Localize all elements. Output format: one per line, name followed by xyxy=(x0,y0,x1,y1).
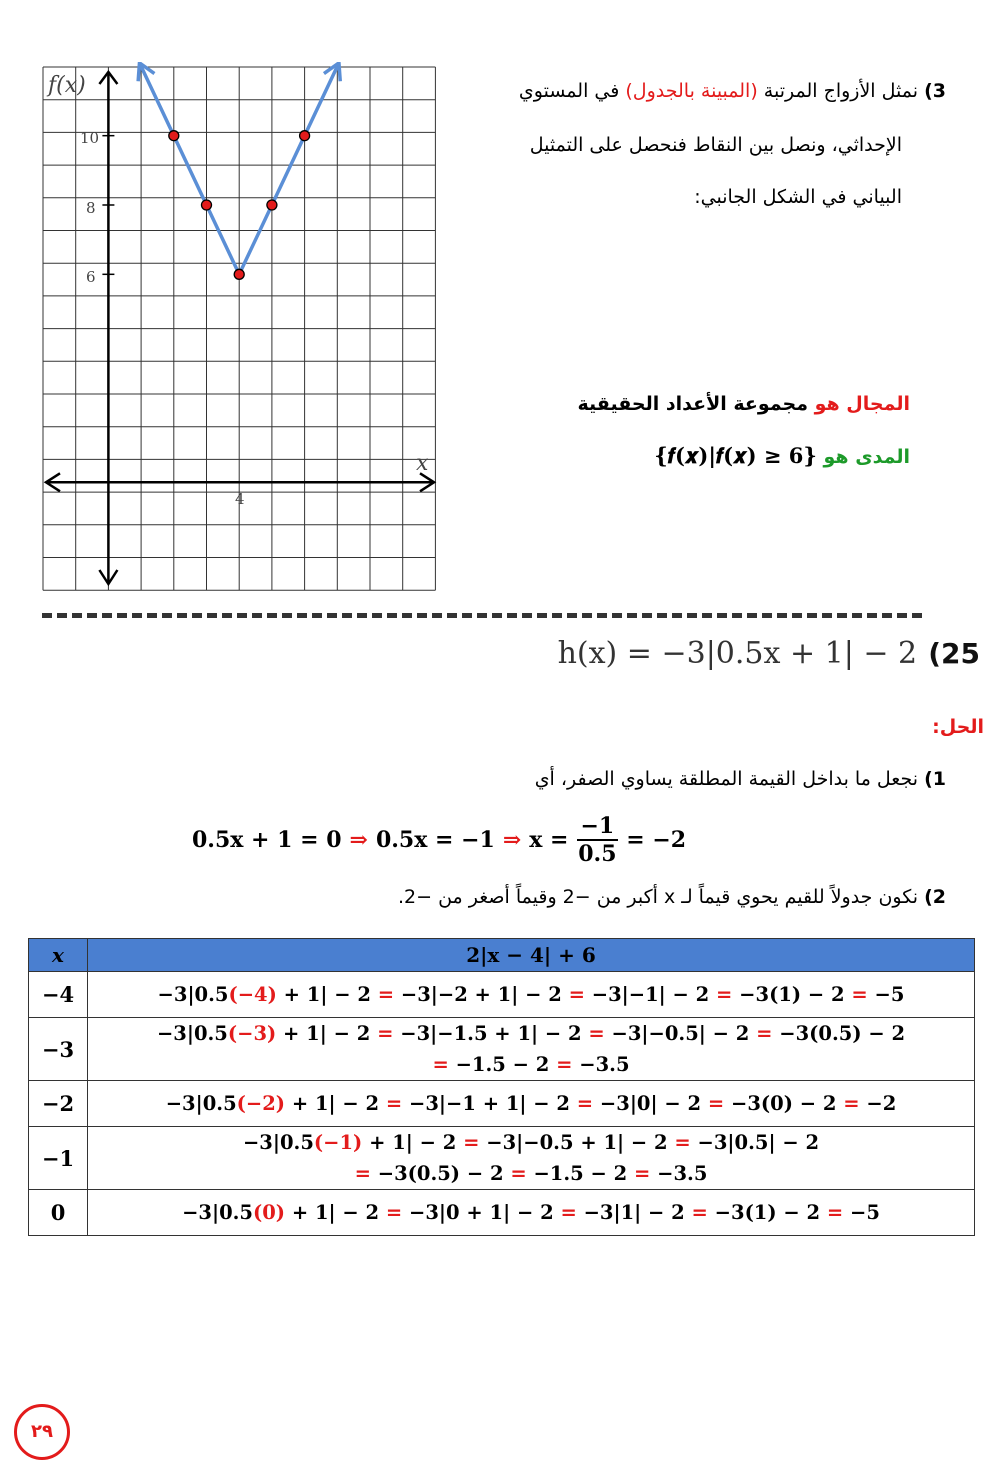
expression-red-part: (−2) xyxy=(236,1092,286,1115)
expression-red-part: = xyxy=(756,1022,773,1045)
expression-part: −3|−2 + 1| − 2 xyxy=(394,983,569,1006)
step2-number: 2) xyxy=(924,886,946,908)
graph-point xyxy=(267,200,277,210)
table-cell-x: −2 xyxy=(29,1081,88,1127)
expression-red-part: = xyxy=(377,1022,394,1045)
graph-grid xyxy=(43,67,435,590)
expression-red-part: (−3) xyxy=(227,1022,277,1045)
expression-red-part: = xyxy=(588,1022,605,1045)
expression-line xyxy=(88,1088,974,1119)
step3-number: 3) xyxy=(924,80,946,102)
expression-part: −3|0.5 xyxy=(156,1022,228,1045)
page-number-badge: ٢٩ xyxy=(14,1404,70,1460)
expression-red-part: (0) xyxy=(253,1201,286,1224)
expression-part: −3|−0.5 + 1| − 2 xyxy=(479,1131,675,1154)
expression-part: −3|0.5 xyxy=(165,1092,237,1115)
expression-part: −3|−1 + 1| − 2 xyxy=(402,1092,577,1115)
graph-point xyxy=(300,131,310,141)
expression-part: −3|0 + 1| − 2 xyxy=(402,1201,561,1224)
expression-red-part: = xyxy=(463,1131,480,1154)
problem-25-equation: h(x) = −3|0.5x + 1| − 2 xyxy=(557,636,918,671)
graph-point xyxy=(169,131,179,141)
expression-part: −3|0| − 2 xyxy=(593,1092,708,1115)
expression-part: −3(1) − 2 xyxy=(707,1201,827,1224)
expression-red-part: = xyxy=(707,1092,725,1115)
expression-part: −5 xyxy=(843,1201,880,1224)
dashed-separator xyxy=(42,613,922,618)
expression-red-part: = xyxy=(674,1131,691,1154)
fraction-denominator: 0.5 xyxy=(578,841,617,867)
table-cell-expression xyxy=(88,1190,975,1236)
expression-part: −1.5 − 2 xyxy=(526,1162,634,1185)
expression-red-part: = xyxy=(510,1162,527,1185)
table-cell-expression xyxy=(88,1018,975,1081)
expression-part: −3.5 xyxy=(572,1053,630,1076)
expression-part: −3(0.5) − 2 xyxy=(772,1022,906,1045)
expression-part: −3|−0.5| − 2 xyxy=(604,1022,757,1045)
expression-red-part: = xyxy=(576,1092,594,1115)
table-cell-x: 0 xyxy=(29,1190,88,1236)
solution-title: الحل: xyxy=(932,716,984,738)
problem-25-number: (25 xyxy=(928,637,980,670)
expression-red-part: = xyxy=(691,1201,708,1224)
expression-line xyxy=(88,979,974,1010)
range-value: {𝒇(𝒙)|𝒇(𝒙) ≥ 𝟔} xyxy=(654,443,817,468)
expression-part: −1.5 − 2 xyxy=(448,1053,557,1076)
expression-part: −3|−1| − 2 xyxy=(584,983,717,1006)
expression-red-part: = xyxy=(843,1092,860,1115)
expression-part: −3(1) − 2 xyxy=(732,983,852,1006)
expression-line xyxy=(88,1018,974,1049)
expression-line xyxy=(88,1049,974,1080)
table-row xyxy=(29,972,975,1018)
expression-red-part: = xyxy=(385,1092,403,1115)
y-tick-8: 8 xyxy=(86,199,96,217)
expression-red-part: (−1) xyxy=(313,1131,363,1154)
expression-part: −3|0.5| − 2 xyxy=(690,1131,820,1154)
y-tick-10: 10 xyxy=(80,129,100,147)
x-axis-label: x xyxy=(416,451,429,476)
expression-part: −5 xyxy=(867,983,905,1006)
expression-red-part: = xyxy=(851,983,868,1006)
domain-value: مجموعة الأعداد الحقيقية xyxy=(577,393,808,415)
problem-25-heading xyxy=(558,636,980,671)
expression-part: −3|0.5 xyxy=(157,983,229,1006)
expression-part: −2 xyxy=(859,1092,897,1115)
table-row xyxy=(29,1190,975,1236)
step3-line3: البياني في الشكل الجانبي: xyxy=(694,186,902,208)
table-header-row xyxy=(29,939,975,972)
step2-line: 2) نكون جدولاً للقيم يحوي قيماً لـ x أكبر من −2 وقيماً أصغر من −2. xyxy=(397,886,946,908)
expression-red-part: = xyxy=(556,1053,573,1076)
expression-part: + 1| − 2 xyxy=(362,1131,464,1154)
expression-part: −3|0.5 xyxy=(182,1201,253,1224)
step1-line: 1) نجعل ما بداخل القيمة المطلقة يساوي الصفر، أي xyxy=(534,768,946,790)
table-cell-expression xyxy=(88,972,975,1018)
fraction xyxy=(577,813,619,867)
expression-part: −3|0.5 xyxy=(242,1131,314,1154)
expression-part: + 1| − 2 xyxy=(276,1022,378,1045)
domain-statement xyxy=(578,393,910,415)
table-row xyxy=(29,1127,975,1190)
expression-red-part: = xyxy=(354,1162,371,1185)
y-axis-label: f(x) xyxy=(48,73,86,98)
table-row xyxy=(29,1018,975,1081)
expression-red-part: = xyxy=(377,983,395,1006)
expression-red-part: = xyxy=(568,983,585,1006)
expression-red-part: = xyxy=(716,983,733,1006)
expression-part: + 1| − 2 xyxy=(285,1092,386,1115)
expression-red-part: = xyxy=(633,1162,651,1185)
expression-line xyxy=(88,1127,974,1158)
domain-label: المجال هو xyxy=(814,393,910,415)
header-expression: 2|x − 4| + 6 xyxy=(88,939,975,972)
expression-part: −3.5 xyxy=(650,1162,708,1185)
range-statement xyxy=(654,443,910,469)
expression-part: −3(0) − 2 xyxy=(724,1092,844,1115)
table-cell-expression xyxy=(88,1127,975,1190)
expression-part: −3|−1.5 + 1| − 2 xyxy=(393,1022,589,1045)
expression-red-part: = xyxy=(385,1201,403,1224)
expression-line xyxy=(88,1158,974,1189)
y-tick-6: 6 xyxy=(86,268,96,286)
fraction-numerator: −1 xyxy=(577,813,619,841)
step3-red-note: (المبينة بالجدول) xyxy=(625,80,758,102)
graph-point xyxy=(234,269,244,279)
header-x: x xyxy=(29,939,88,972)
expression-part: + 1| − 2 xyxy=(276,983,378,1006)
expression-part: −3(0.5) − 2 xyxy=(370,1162,511,1185)
step1-number: 1) xyxy=(924,768,946,790)
table-row xyxy=(29,1081,975,1127)
table-cell-x: −1 xyxy=(29,1127,88,1190)
function-graph xyxy=(40,62,440,597)
expression-part: −3|1| − 2 xyxy=(576,1201,692,1224)
step1-equation: 0.5x + 1 = 0 ⇒ 0.5x = −1 ⇒ x = $\frac{-1}{0.5}$ = −2 xyxy=(192,813,687,867)
expression-red-part: = xyxy=(560,1201,577,1224)
x-tick-4: 4 xyxy=(235,490,245,508)
expression-part: + 1| − 2 xyxy=(285,1201,386,1224)
step3-line2: الإحداثي، ونصل بين النقاط فنحصل على التمثيل xyxy=(529,134,902,156)
expression-line xyxy=(88,1197,974,1228)
expression-red-part: = xyxy=(826,1201,844,1224)
table-cell-x: −3 xyxy=(29,1018,88,1081)
expression-red-part: (−4) xyxy=(228,983,277,1006)
expression-red-part: = xyxy=(432,1053,449,1076)
graph-point xyxy=(202,200,212,210)
table-cell-x: −4 xyxy=(29,972,88,1018)
range-label: المدى هو xyxy=(823,446,910,468)
step3-line1: 3) نمثل الأزواج المرتبة (المبينة بالجدول) في المستوي xyxy=(518,80,946,102)
values-table xyxy=(28,938,975,1236)
table-cell-expression xyxy=(88,1081,975,1127)
